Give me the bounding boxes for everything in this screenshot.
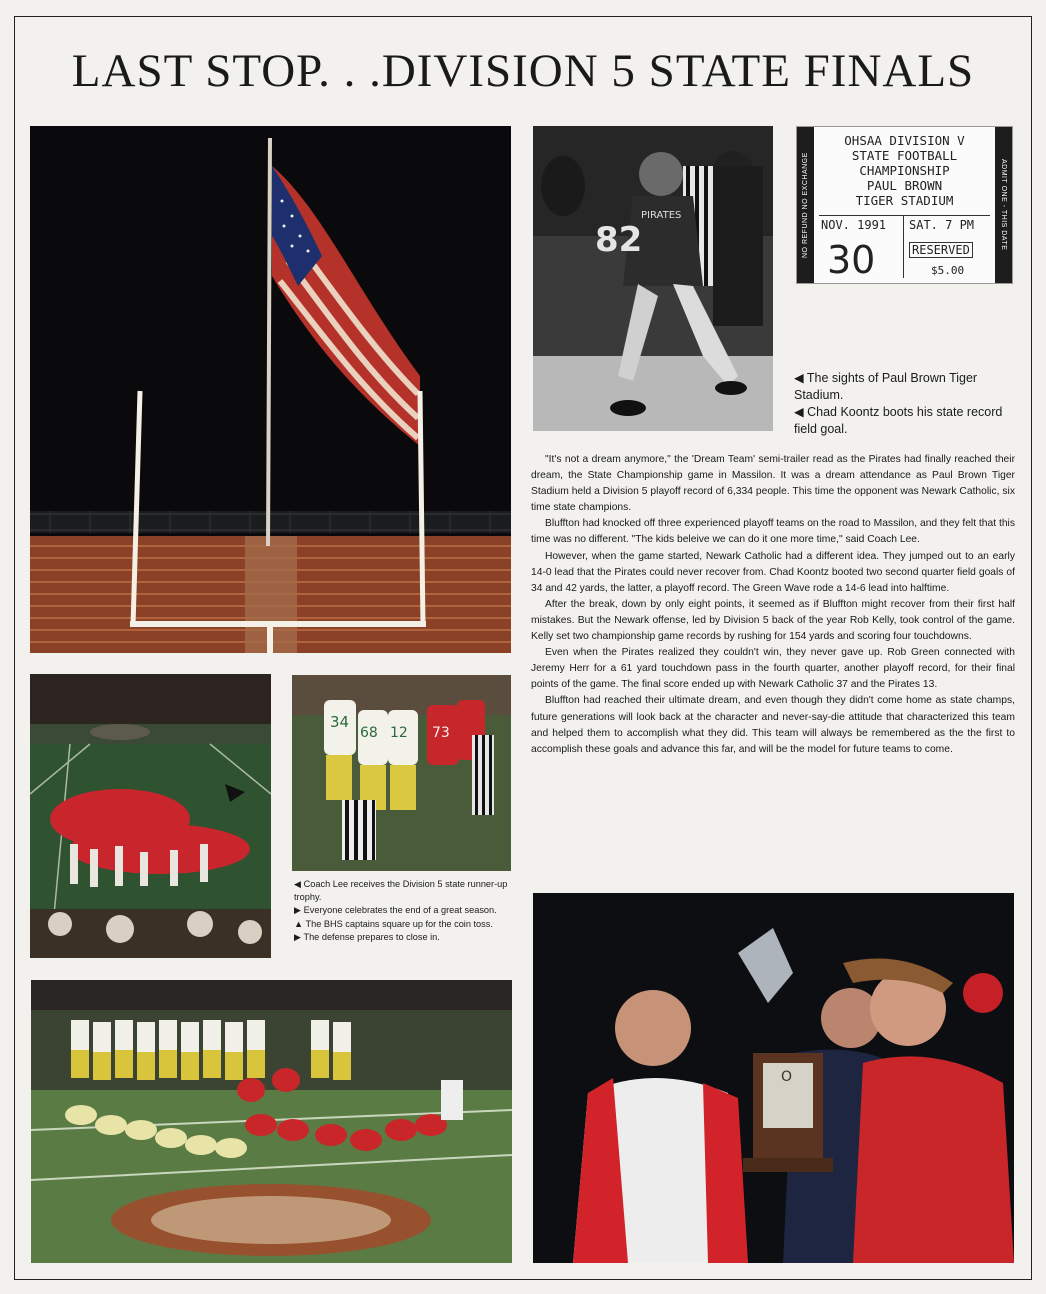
ticket-month-year: NOV. 1991 <box>821 218 887 232</box>
kicker-photo <box>533 126 773 431</box>
page-title: LAST STOP. . .DIVISION 5 STATE FINALS <box>71 45 975 97</box>
ticket-line: TIGER STADIUM <box>855 193 954 208</box>
ticket-line: OHSAA DIVISION V <box>844 133 965 148</box>
caption: ◀ Coach Lee receives the Division 5 state runner-up trophy. <box>294 879 508 903</box>
caption: ▶ Everyone celebrates the end of a great season. <box>294 905 497 916</box>
ticket-right-strip: ADMIT ONE - THIS DATE <box>995 127 1012 283</box>
ticket-line: CHAMPIONSHIP <box>859 163 950 178</box>
ticket-day: 30 <box>827 238 876 282</box>
team-celebration-photo <box>30 674 271 958</box>
line-of-scrimmage-photo <box>31 980 512 1263</box>
coin-toss-photo <box>292 675 511 871</box>
ticket-price: $5.00 <box>931 264 965 277</box>
trophy-plaque-letter: O <box>781 1069 793 1085</box>
caption: ▲ The BHS captains square up for the coin toss. <box>294 918 493 929</box>
article-paragraph: After the break, down by only eight points, it seemed as if Bluffton might recover from their first half mistakes. But the Newark offense, led by Division 5 back of the year Rob Kelly, took control of the game. Kelly set two championship game records by rushing for 154 yards and scoring four touchdowns. <box>531 598 1015 643</box>
player-number: 34 <box>330 713 350 731</box>
player-number: 12 <box>390 725 408 741</box>
caption: ◀ Chad Koontz boots his state record field goal. <box>794 405 1003 436</box>
ticket-line: PAUL BROWN <box>866 178 943 193</box>
ticket-left-strip: NO REFUND NO EXCHANGE <box>797 127 814 283</box>
ticket-line: STATE FOOTBALL <box>851 148 958 163</box>
photo-captions-top <box>794 370 1019 438</box>
game-ticket <box>796 126 1013 284</box>
player-number: 68 <box>360 725 378 741</box>
article-paragraph: However, when the game started, Newark Catholic had a different idea. They jumped out to an early 14-0 lead that the Pirates could never recover from. Chad Koontz booted two second quarter field goals of 34 and 42 yards, the latter, a playoff record. The Green Wave rode a 14-6 lead into halftime. <box>531 550 1015 594</box>
kicker-number: 82 <box>595 220 643 260</box>
article-body <box>531 452 1015 758</box>
flag-goalpost-photo <box>30 126 511 653</box>
article-paragraph: "It's not a dream anymore," the 'Dream Team' semi-trailer read as the Pirates had finally reached their dream, the State Championship game in Massilon. It was a dream attendance as Paul Brown Tiger Stadium held a Division 5 playoff record of 6,334 people. This time the opponent was Newark Catholic, six time state champions. <box>531 454 1015 514</box>
trophy-presentation-photo <box>533 893 1014 1263</box>
player-number: 73 <box>432 725 450 741</box>
article-paragraph: Even when the Pirates realized they couldn't win, they never gave up. Rob Green connected with Jeremy Herr for a 61 yard touchdown pass in the fourth quarter, another playoff record, for their final points of the game. The final score ended up with Newark Catholic 37 and the Pirates 13. <box>531 647 1015 691</box>
caption: ◀ The sights of Paul Brown Tiger Stadium. <box>794 371 978 402</box>
ticket-time: SAT. 7 PM <box>909 218 975 232</box>
ticket-seat: RESERVED <box>909 242 973 258</box>
article-paragraph: Bluffton had knocked off three experienced playoff teams on the road to Massilon, and they felt that this time was no different. "The kids beleive we can do it one more time," said Coach Lee. <box>531 518 1015 546</box>
caption: ▶ The defense prepares to close in. <box>294 931 440 942</box>
article-paragraph: Bluffton had reached their ultimate dream, and even though they didn't come home as state champs, future generations will look back at the character and never-say-die attitude that characterized this team and helped them to accomplish what they did. This team will always be remembered as the the first to accomplish these goals and advance this far, and will be the model for future teams to come. <box>531 695 1015 755</box>
kicker-jersey-text: PIRATES <box>641 210 682 221</box>
photo-captions-bottom <box>294 878 508 944</box>
